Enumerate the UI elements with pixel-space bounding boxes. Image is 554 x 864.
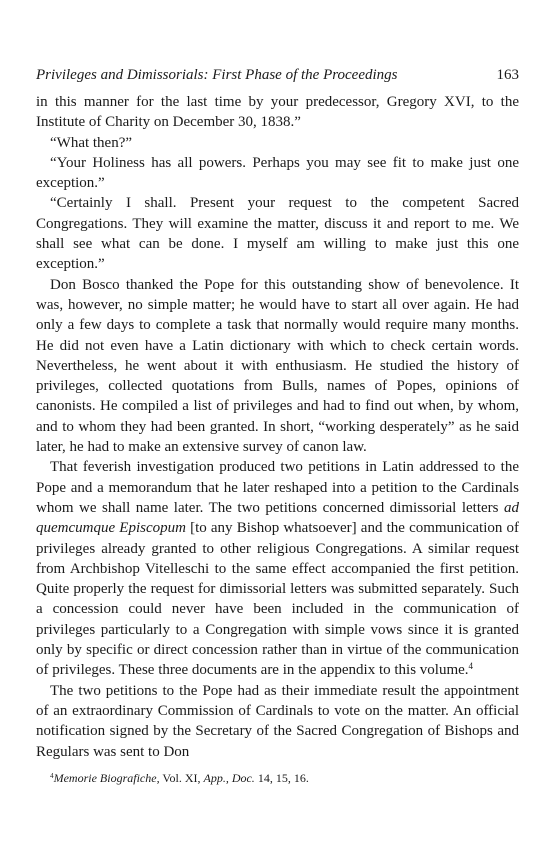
footnote-appendix: App., Doc.	[203, 771, 255, 785]
paragraph: “Your Holiness has all powers. Perhaps you may see fit to make just one exception.”	[36, 154, 519, 192]
paragraph-text: That feverish investigation produced two petitions in Latin addressed to the Pope and a memorandum that he later reshaped into a petition to the Cardinals whom we shall name later. The two petitions concerned dimissorial letters	[36, 459, 519, 516]
paragraph-continued: in this manner for the last time by your predecessor, Gregory XVI, to the Institute of Charity on December 30, 1838.”	[36, 94, 519, 131]
page-number: 163	[496, 67, 519, 83]
paragraph-text: [to any Bishop whatsoever] and the communication of privileges already granted to other religious Congregations. A similar request from Archbishop Vitelleschi to the same effect accompanied the first petition. Quite properly the request for dimissorial letters was submitted separately. Such a concession could never have been included in the communication of privileges particularly to a Congregation with simple vows since it is granted only by specific or direct concession rather than in virtue of the communication of privileges. These three documents are in the appendix to this volume.	[36, 520, 520, 679]
latin-phrase: ad quemcumque Episcopum	[36, 499, 519, 537]
paragraph: “What then?”	[50, 134, 133, 151]
footnote-number: 4	[50, 772, 54, 781]
paragraph	[36, 457, 519, 680]
footnote-volume: Vol. XI,	[159, 771, 204, 785]
footnote-reference[interactable]: 4	[468, 661, 474, 672]
footnote-documents: 14, 15, 16.	[254, 771, 309, 785]
running-head: Privileges and Dimissorials: First Phase of the Proceedings	[36, 67, 398, 83]
body-text	[36, 92, 519, 762]
paragraph: “Certainly I shall. Present your request to the competent Sacred Congregations. They will examine the matter, discuss it and report to me. We shall see what can be done. I myself am willing to make just this one exception.”	[36, 195, 519, 273]
footnote	[36, 770, 519, 786]
page-header	[36, 64, 519, 86]
paragraph: Don Bosco thanked the Pope for this outstanding show of benevolence. It was, however, no simple matter; he would have to start all over again. He had only a few days to complete a task that normally would require many months. He did not even have a Latin dictionary with which to check certain words. Nevertheless, he went about it with enthusiasm. He studied the history of privileges, collected quotations from Bulls, names of Popes, opinions of canonists. He compiled a list of privileges and had to find out when, by whom, and to whom they had been granted. In short, “working desperately” as he said later, he had to make an extensive survey of canon law.	[36, 276, 519, 456]
paragraph: The two petitions to the Pope had as their immediate result the appointment of an extraordinary Commission of Cardinals to vote on the matter. An official notification signed by the Secretary of the Sacred Congregation of Bishops and Regulars was sent to Don	[36, 682, 519, 760]
footnote-source-title: Memorie Biografiche,	[53, 771, 160, 785]
